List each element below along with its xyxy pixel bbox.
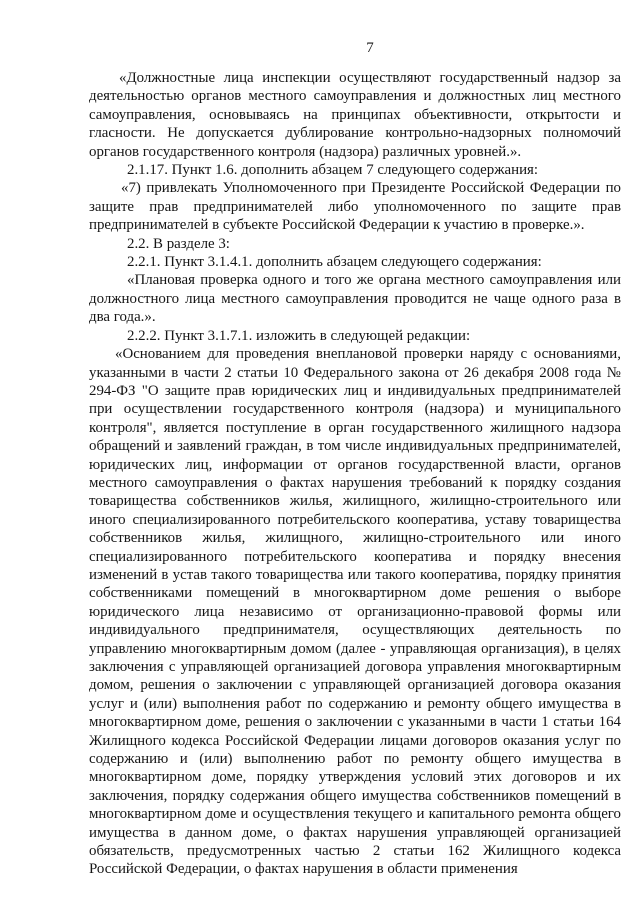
paragraph-2-2: 2.2. В разделе 3: [127, 235, 230, 252]
paragraph-inspection-officials: «Должностные лица инспекции осуществляют государственный надзор за деятельностью органов местного самоуправления и должностных лиц местного самоуправления, основываясь на принципах объективности, открытости и гласности. Не допускается дублирование контрольно-надзорных полномочий органов государственного контроля (надзора) различных уровней.». [89, 70, 621, 160]
page-number [0, 40, 640, 57]
paragraph-unscheduled-inspection: «Основанием для проведения внеплановой проверки наряду с основаниями, указанными в части 2 статьи 10 Федерального закона от 26 декабря 2008 года № 294-ФЗ "О защите прав юридических лиц и индивидуальных предпринимателей при осуществлении государственного контроля (надзора) и муниципального контроля", является поступление в орган государственного жилищного надзора обращений и заявлений граждан, в том числе индивидуальных предпринимателей, юридических лиц, информации от органов государственной власти, органов местного самоуправления о фактах нарушения требований к порядку создания товарищества собственников жилья, жилищного, жилищно-строительного или иного специализированного потребительского кооператива, уставу товарищества собственников жилья, жилищного, жилищно-строительного или иного специализированного потребительского кооператива и порядку внесения изменений в устав такого товарищества или такого кооператива, порядку принятия собственниками помещений в многоквартирном доме решения о выборе юридического лица независимо от организационно-правовой формы или индивидуального предпринимателя, осуществляющих деятельность по управлению многоквартирным домом (далее - управляющая организация), в целях заключения с управляющей организацией договора управления многоквартирным домом, решения о заключении с управляющей организацией договора оказания услуг и (или) выполнения работ по содержанию и ремонту общего имущества в многоквартирном доме, решения о заключении с указанными в части 1 статьи 164 Жилищного кодекса Российской Федерации лицами договоров оказания услуг по содержанию и (или) выполнению работ по ремонту общего имущества в многоквартирном доме, порядку утверждения условий этих договоров и их заключения, порядку содержания общего имущества собственников помещений в многоквартирном доме и осуществления текущего и капитального ремонта общего имущества в данном доме, о фактах нарушения управляющей организацией обязательств, предусмотренных частью 2 статьи 162 Жилищного кодекса Российской Федерации, о фактах нарушения в области применения [89, 346, 621, 878]
paragraph-2-1-17: 2.1.17. Пункт 1.6. дополнить абзацем 7 следующего содержания: [127, 162, 539, 179]
paragraph-2-2-1: 2.2.1. Пункт 3.1.4.1. дополнить абзацем следующего содержания: [127, 254, 542, 271]
page-number-text: 7 [366, 40, 374, 56]
paragraph-2-2-2: 2.2.2. Пункт 3.1.7.1. изложить в следующей редакции: [127, 327, 471, 344]
paragraph-planned-inspection: «Плановая проверка одного и того же органа местного самоуправления или должностного лица местного самоуправления проводится не чаще одного раза в два года.». [89, 272, 621, 326]
paragraph-item-7: «7) привлекать Уполномоченного при Президенте Российской Федерации по защите прав предпринимателей либо уполномоченного по защите прав предпринимателей в субъекте Российской Федерации к участию в проверке.». [89, 180, 621, 234]
document-body [89, 69, 621, 879]
